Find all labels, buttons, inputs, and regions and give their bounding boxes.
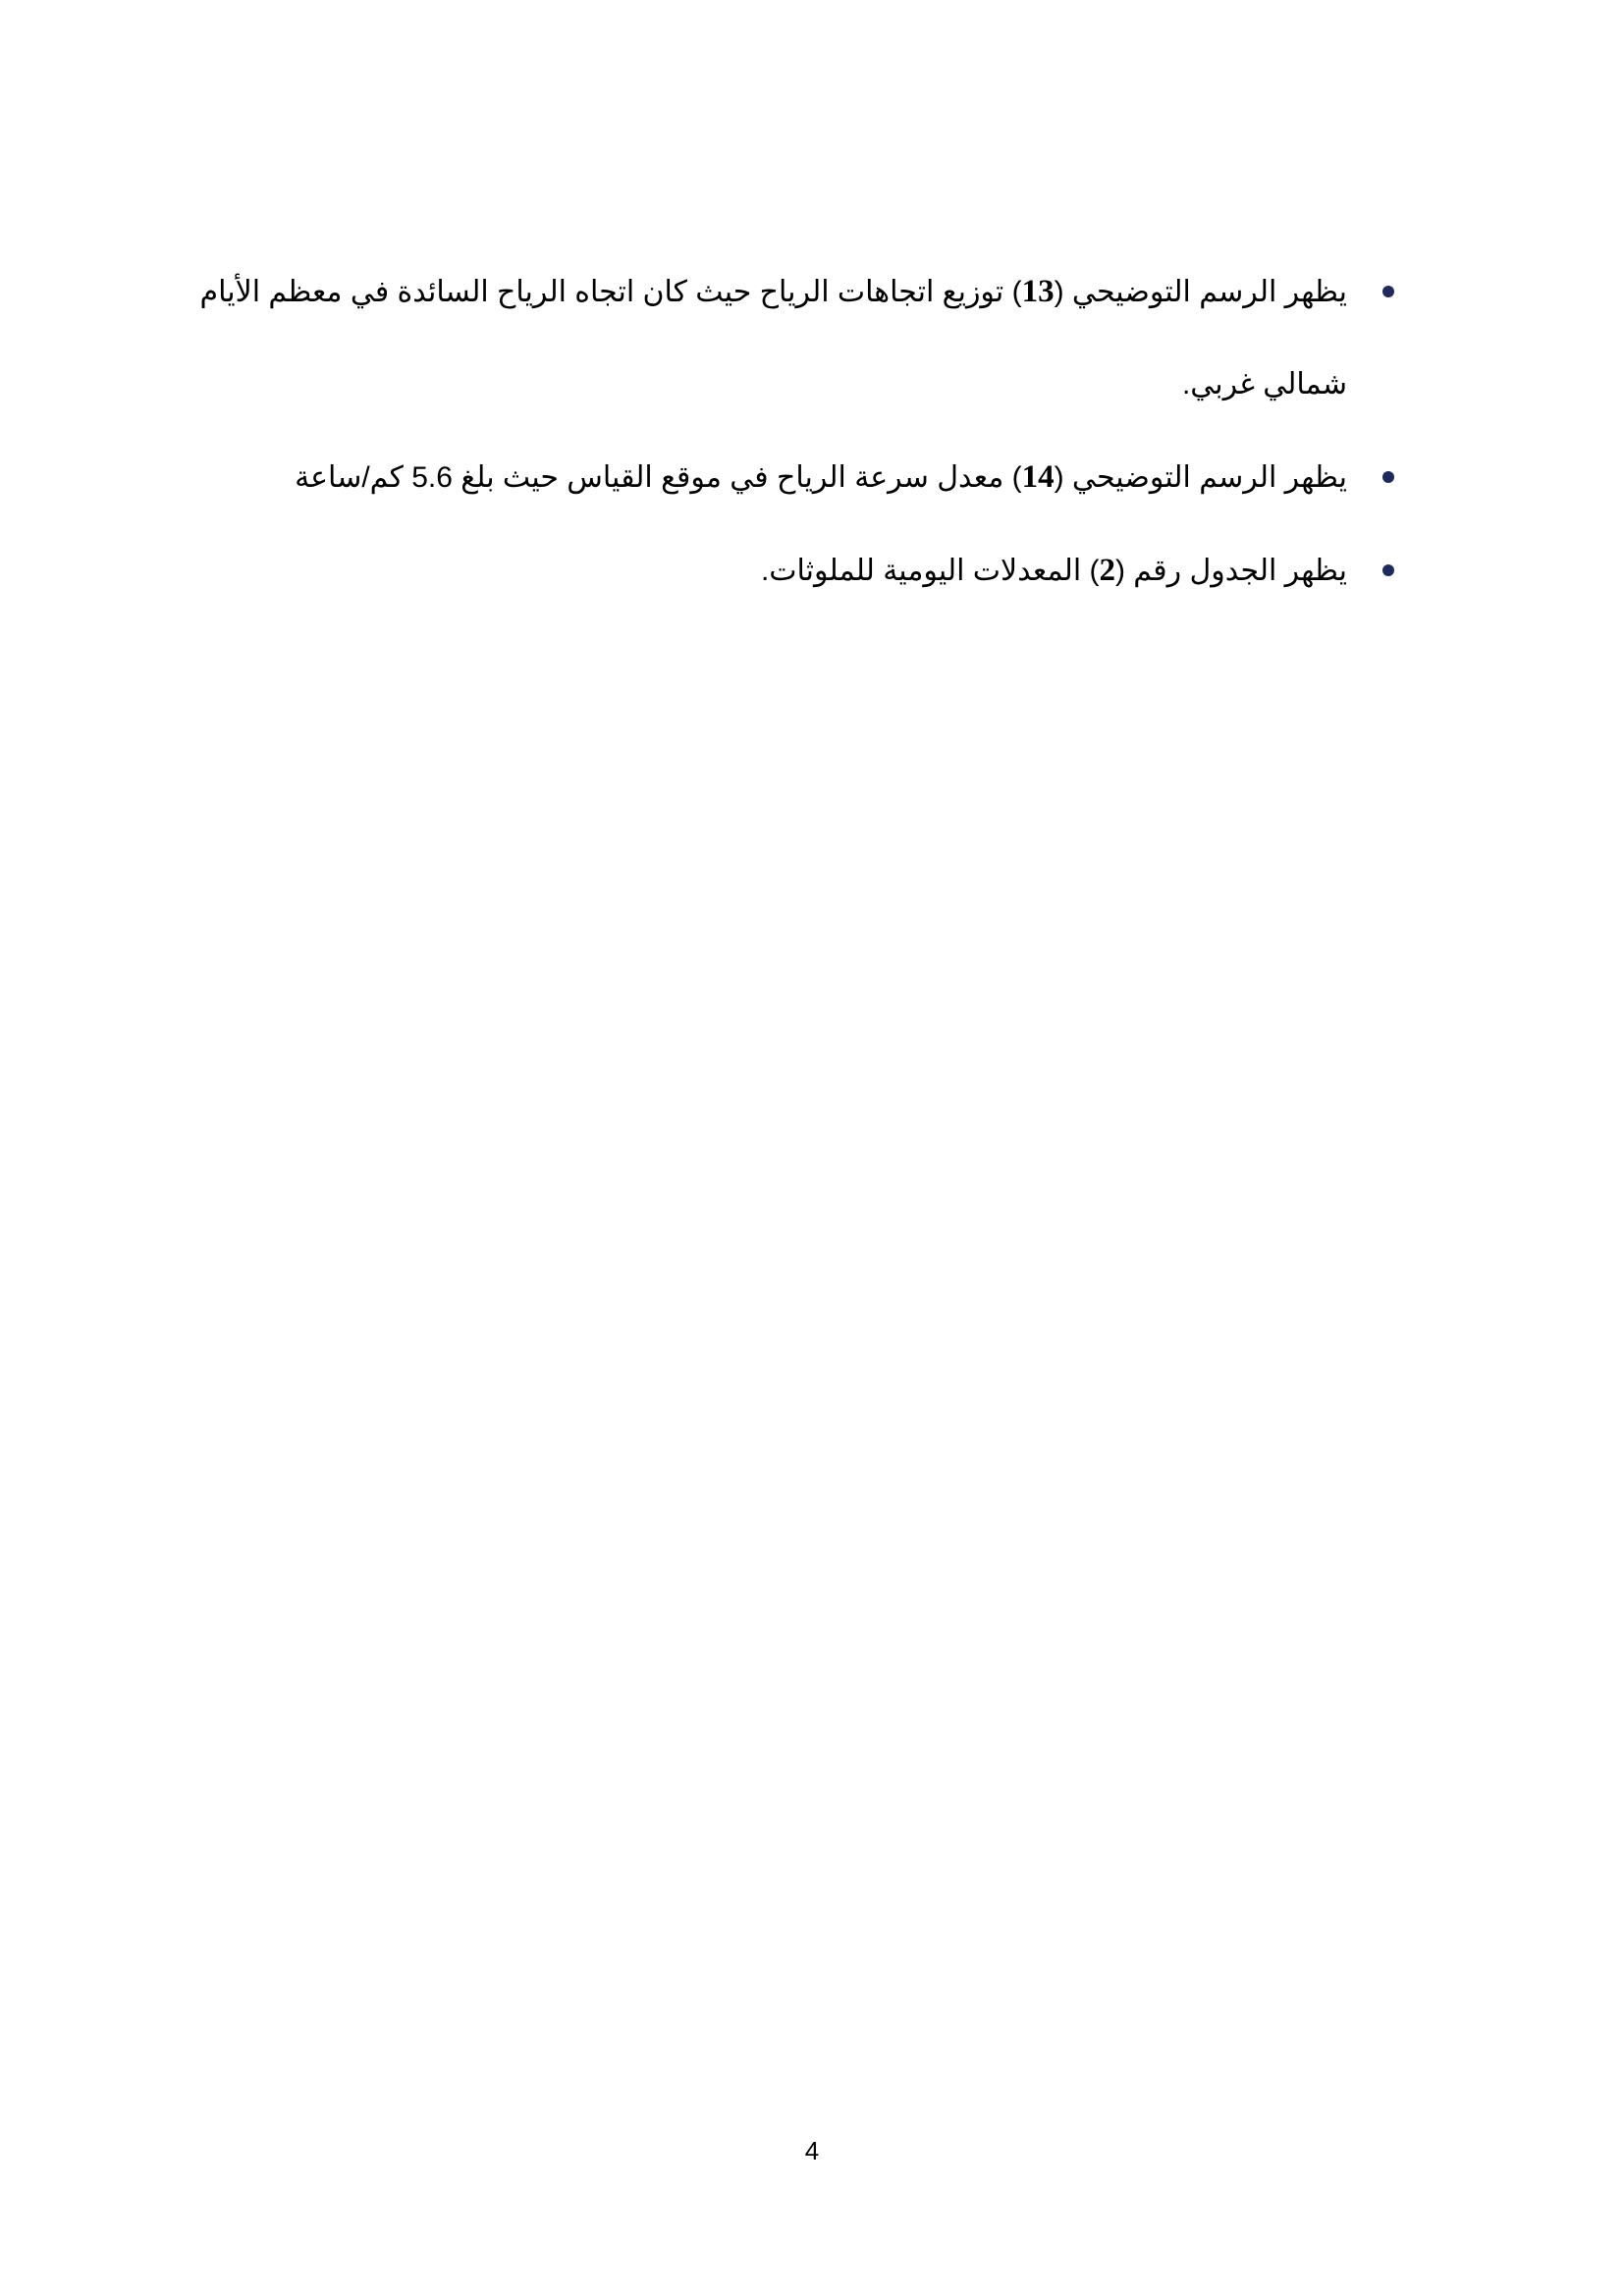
list-item-text: يظهر الرسم التوضيحي (13) توزيع اتجاهات الرياح حيث كان اتجاه الرياح السائدة في معظم الأيام	[199, 274, 1347, 309]
list-item	[147, 431, 1394, 524]
bullet-dot-icon	[1382, 564, 1394, 576]
list-item-text: يظهر الرسم التوضيحي (14) معدل سرعة الرياح في موقع القياس حيث بلغ 5.6 كم/ساعة	[295, 459, 1347, 495]
list-item-text: يظهر الجدول رقم (2) المعدلات اليومية للملوثات.	[760, 553, 1347, 588]
page-number: 4	[804, 2136, 820, 2165]
figure-number: 13	[1021, 274, 1055, 309]
list-item-continuation: شمالي غربي.	[1181, 368, 1347, 400]
bullet-dot-icon	[1382, 286, 1394, 297]
list-item	[147, 245, 1394, 431]
bullet-dot-icon	[1382, 471, 1394, 483]
list-item	[147, 524, 1394, 617]
bullet-list	[147, 245, 1394, 617]
table-number: 2	[1099, 553, 1115, 588]
figure-number: 14	[1021, 459, 1055, 495]
